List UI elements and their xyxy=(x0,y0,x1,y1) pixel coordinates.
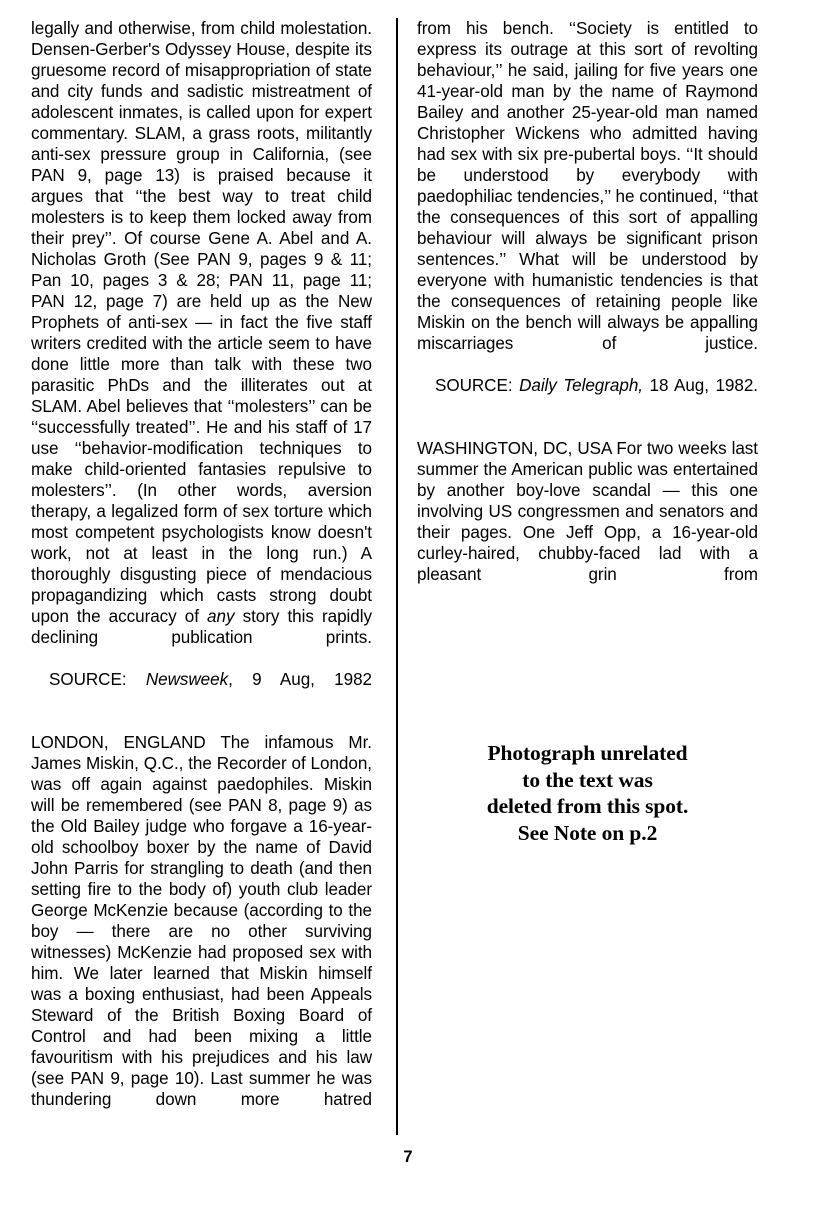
left-article-london: LONDON, ENGLAND The infamous Mr. James Miskin, Q.C., the Recorder of London, was off again against paedophiles. Miskin will be remembered (see PAN 8, page 9) as the Old Bailey judge who forgave a 16-year-old schoolboy boxer by the name of David John Parris for strangling to death (and then setting fire to the body of) youth club leader George McKenzie because (according to the boy — there are no other surviving witnesses) McKenzie had proposed sex with him. We later learned that Miskin himself was a boxing enthusiast, had been Appeals Steward of the British Boxing Board of Control and had been mixing a little favouritism with his prejudices and his law (see PAN 9, page 10). Last summer he was thundering down more hatred xyxy=(31,733,372,1109)
right-source-date: 18 Aug, 1982. xyxy=(642,376,758,395)
left-source-date: , 9 Aug, 1982 xyxy=(228,670,372,689)
left-source-publication: Newsweek xyxy=(145,670,229,689)
deleted-photo-notice-line-2: to the text was xyxy=(522,767,653,792)
left-paragraph-continuation-text: legally and otherwise, from child molestation. Densen-Gerber's Odyssey House, despite its gruesome record of misappropriation of state and city funds and sadistic mistreatment of adolescent inmates, is called upon for expert commentary. SLAM, a grass roots, militantly anti-sex pressure group in California, (see PAN 9, page 13) is praised because it argues that ‘‘the best way to treat child molesters is to keep them locked away from their prey’’. Of course Gene A. Abel and A. Nicholas Groth (See PAN 9, pages 9 & 11; Pan 10, pages 3 & 28; PAN 11, page 11; PAN 12, page 7) are held up as the New Prophets of anti-sex — in fact the five staff writers credited with the article seem to have done little more than talk with these two parasitic PhDs and the illiterates out at SLAM. Abel believes that ‘‘molesters’’ can be ‘‘successfully treated’’. He and his staff of 17 use ‘‘behavior-modification techniques to make child-oriented fantasies repulsive to molesters’’. (In other words, aversion therapy, a legalized form of sex torture which most competent psychologists know doesn't work, not at least in the long run.) A thoroughly disgusting piece of mendacious propagandizing which casts strong doubt upon the accuracy of xyxy=(31,19,372,626)
right-source-publication: Daily Telegraph, xyxy=(519,376,643,395)
deleted-photo-notice-line-3: deleted from this spot. xyxy=(486,794,689,818)
right-source-label: SOURCE: xyxy=(435,376,520,395)
column-divider-rule xyxy=(396,18,398,1135)
left-source-line xyxy=(31,669,372,711)
left-text-column xyxy=(31,18,372,1131)
left-paragraph-continuation xyxy=(31,18,372,669)
deleted-photo-notice-line-1: Photograph unrelated xyxy=(487,741,688,765)
page-number: 7 xyxy=(403,1148,413,1166)
right-source-line xyxy=(417,375,758,417)
left-paragraph-continuation-tail: story this rapidly declining publication prints. xyxy=(31,607,372,647)
deleted-photo-notice xyxy=(417,740,758,846)
left-source-label: SOURCE: xyxy=(49,670,146,689)
right-paragraph-continuation: from his bench. ‘‘Society is entitled to express its outrage at this sort of revolting behaviour,’’ he said, jailing for five years one 41-year-old man by the name of Raymond Bailey and another 25-year-old man named Christopher Wickens who admitted having had sex with six pre-pubertal boys. ‘‘It should be understood by everybody with paedophiliac tendencies,’’ he continued, ‘‘that the consequences of this sort of appalling behaviour will always be significant prison sentences.’’ What will be understood by everyone with humanistic tendencies is that the consequences of retaining people like Miskin on the bench will always be appalling miscarriages of justice. xyxy=(417,19,758,353)
right-text-column xyxy=(417,18,758,606)
right-article-washington: WASHINGTON, DC, USA For two weeks last summer the American public was entertained by another boy-love scandal — this one involving US congressmen and senators and their pages. One Jeff Opp, a 16-year-old curley-haired, chubby-faced lad with a pleasant grin from xyxy=(417,439,758,584)
deleted-photo-notice-line-4: See Note on p.2 xyxy=(517,820,658,845)
left-paragraph-italic-emphasis: any xyxy=(207,607,235,626)
